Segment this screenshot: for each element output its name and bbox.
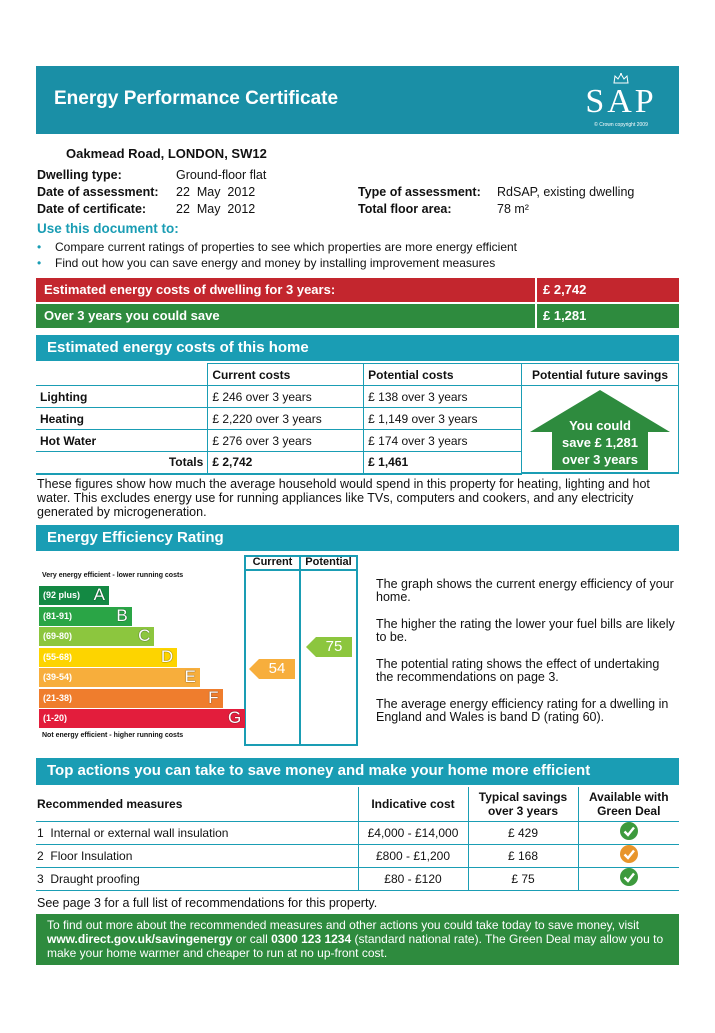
cost-row-label: Lighting — [36, 386, 208, 408]
current-costs-header: Current costs — [208, 364, 364, 386]
table-row — [36, 430, 522, 452]
rating-band-f — [39, 689, 223, 708]
cost-row-label: Hot Water — [36, 430, 208, 452]
use-document-bullet — [37, 256, 496, 270]
table-row — [36, 408, 522, 430]
band-range: (21-38) — [43, 692, 73, 703]
measure-name: Draught proofing — [50, 871, 140, 886]
divider — [535, 304, 537, 328]
orange-tick-icon — [620, 845, 638, 863]
footer-info-box — [36, 914, 679, 965]
green-tick-icon — [620, 822, 638, 840]
savings-line: save £ 1,281 — [562, 435, 638, 450]
band-letter: D — [160, 646, 174, 666]
estimated-cost-bar — [36, 278, 679, 302]
actions-header-row — [36, 787, 679, 821]
date-certificate-value: 22 May 2012 — [176, 202, 256, 216]
totals-row — [36, 452, 522, 474]
totals-potential: £ 1,461 — [364, 452, 522, 474]
could-save-label: Over 3 years you could save — [44, 308, 220, 323]
potential-costs-header: Potential costs — [364, 364, 522, 386]
rating-band-a — [39, 586, 109, 605]
dwelling-type-label: Dwelling type: — [37, 168, 122, 182]
table-row — [36, 386, 522, 408]
rating-band-c — [39, 627, 154, 646]
table-row — [36, 821, 679, 844]
measure-saving: £ 75 — [468, 867, 578, 890]
date-certificate-label: Date of certificate: — [37, 202, 147, 216]
green-deal-header: Available with Green Deal — [578, 787, 679, 821]
savings-header: Typical savings over 3 years — [468, 787, 578, 821]
totals-label: Totals — [36, 452, 208, 474]
floor-area-label: Total floor area: — [358, 202, 452, 216]
measure-cost: £80 - £120 — [358, 867, 468, 890]
dwelling-type-value: Ground-floor flat — [176, 168, 267, 182]
rating-columns-divider — [299, 555, 301, 746]
use-document-bullet — [37, 240, 518, 254]
blank-cell — [36, 364, 208, 386]
rating-band-e — [39, 668, 200, 687]
potential-rating-arrow — [306, 637, 352, 660]
cost-header: Indicative cost — [358, 787, 468, 821]
measure-saving: £ 168 — [468, 844, 578, 867]
measure-name: Floor Insulation — [50, 848, 133, 863]
type-assessment-value: RdSAP, existing dwelling — [497, 185, 635, 199]
band-letter: E — [184, 667, 196, 686]
efficiency-text-3: The potential rating shows the effect of undertaking the recommendations on page 3. — [376, 657, 660, 684]
potential-rating-value: 75 — [325, 638, 343, 655]
measure-cell — [36, 844, 358, 867]
bullet-text: Compare current ratings of properties to see which properties are more energy efficient — [55, 240, 518, 254]
measure-number: 2 — [37, 848, 44, 863]
see-page-note: See page 3 for a full list of recommendations for this property. — [37, 896, 378, 910]
measure-name: Internal or external wall insulation — [50, 825, 229, 840]
bullet-icon: • — [37, 256, 42, 270]
actions-section-heading: Top actions you can take to save money and make your home more efficient — [36, 758, 679, 785]
band-letter: C — [138, 626, 151, 645]
measure-cost: £800 - £1,200 — [358, 844, 468, 867]
band-range: (39-54) — [43, 672, 73, 682]
band-letter: A — [93, 585, 105, 604]
table-row — [36, 867, 679, 890]
estimated-cost-label: Estimated energy costs of dwelling for 3 years: — [44, 282, 336, 297]
current-rating-arrow — [249, 659, 295, 682]
savings-line: You could — [569, 418, 631, 433]
sap-logo — [579, 72, 663, 130]
green-deal-cell — [578, 821, 679, 844]
totals-current: £ 2,742 — [208, 452, 364, 474]
measure-cell — [36, 867, 358, 890]
band-range: (92 plus) — [43, 590, 81, 600]
bottom-caption: Not energy efficient - higher running costs — [42, 732, 184, 739]
divider — [535, 278, 537, 302]
savings-line: over 3 years — [562, 452, 638, 467]
measure-saving: £ 429 — [468, 821, 578, 844]
rating-band-g — [39, 709, 245, 728]
measures-header: Recommended measures — [36, 787, 358, 821]
band-range: (55-68) — [43, 651, 73, 662]
measure-number: 1 — [37, 825, 44, 840]
footer-text: (standard national rate). The Green Deal may allow you to make your home warmer and cheaper to run at no up-front cost. — [47, 932, 664, 960]
savingenergy-link[interactable]: www.direct.gov.uk/savingenergy — [47, 932, 233, 946]
costs-section-heading: Estimated energy costs of this home — [36, 335, 679, 361]
band-range: (1-20) — [43, 713, 68, 723]
green-tick-icon — [620, 868, 638, 886]
cost-row-potential: £ 174 over 3 years — [364, 430, 522, 452]
footer-text: or call — [232, 932, 272, 946]
date-assessment-label: Date of assessment: — [37, 185, 159, 199]
cost-row-current: £ 246 over 3 years — [208, 386, 364, 408]
actions-table — [36, 787, 679, 891]
measure-cell — [36, 821, 358, 844]
efficiency-text-2: The higher the rating the lower your fuel bills are likely to be. — [376, 617, 675, 644]
property-address: Oakmead Road, LONDON, SW12 — [66, 146, 267, 161]
costs-note: These figures show how much the average household would spend in this property for heating, lighting and hot water. This excludes energy use for running appliances like TVs, computers and cookers, and any electricity generated by microgeneration. — [37, 477, 650, 519]
measure-number: 3 — [37, 871, 44, 886]
type-assessment-label: Type of assessment: — [358, 185, 481, 199]
potential-column-header: Potential — [305, 556, 352, 568]
crown-icon — [613, 72, 629, 84]
band-letter: B — [116, 605, 128, 625]
sap-logo-text: SAP — [585, 83, 657, 120]
band-letter: G — [227, 708, 242, 727]
could-save-bar — [36, 304, 679, 328]
efficiency-chart — [36, 555, 358, 746]
could-save-value: £ 1,281 — [543, 308, 587, 323]
rating-band-b — [39, 607, 132, 626]
cost-row-label: Heating — [36, 408, 208, 430]
band-range: (81-91) — [43, 610, 73, 621]
cost-row-potential: £ 138 over 3 years — [364, 386, 522, 408]
phone-number: 0300 123 1234 — [271, 932, 352, 946]
current-column-header: Current — [252, 556, 293, 568]
rating-band-d — [39, 648, 177, 667]
top-caption: Very energy efficient - lower running costs — [42, 572, 184, 579]
measure-cost: £4,000 - £14,000 — [358, 821, 468, 844]
date-assessment-value: 22 May 2012 — [176, 185, 256, 199]
band-letter: F — [208, 687, 219, 707]
rating-columns-header-line — [244, 569, 358, 571]
certificate-title: Energy Performance Certificate — [54, 88, 339, 109]
bullet-icon: • — [37, 240, 42, 254]
future-savings-header: Potential future savings — [522, 364, 678, 386]
certificate-header — [36, 66, 679, 134]
green-deal-cell — [578, 844, 679, 867]
estimated-cost-value: £ 2,742 — [543, 282, 587, 297]
table-row — [36, 844, 679, 867]
efficiency-section-heading: Energy Efficiency Rating — [36, 525, 679, 551]
efficiency-text-4: The average energy efficiency rating for a dwelling in England and Wales is band D (rating 60). — [376, 697, 669, 724]
cost-row-potential: £ 1,149 over 3 years — [364, 408, 522, 430]
floor-area-value: 78 m² — [497, 202, 529, 216]
cost-row-current: £ 276 over 3 years — [208, 430, 364, 452]
costs-header-row — [36, 364, 522, 386]
crown-copyright: © Crown copyright 2009 — [594, 122, 648, 128]
footer-text: To find out more about the recommended measures and other actions you could take today to save money, visit — [47, 918, 640, 932]
current-rating-value: 54 — [268, 660, 286, 677]
use-document-heading: Use this document to: — [37, 221, 179, 236]
efficiency-text-1: The graph shows the current energy efficiency of your home. — [376, 577, 674, 604]
costs-table — [36, 363, 522, 475]
savings-arrow-text — [530, 417, 670, 468]
bullet-text: Find out how you can save energy and money by installing improvement measures — [55, 256, 496, 270]
band-range: (69-80) — [43, 631, 73, 641]
green-deal-cell — [578, 867, 679, 890]
future-savings-box — [522, 363, 679, 474]
cost-row-current: £ 2,220 over 3 years — [208, 408, 364, 430]
